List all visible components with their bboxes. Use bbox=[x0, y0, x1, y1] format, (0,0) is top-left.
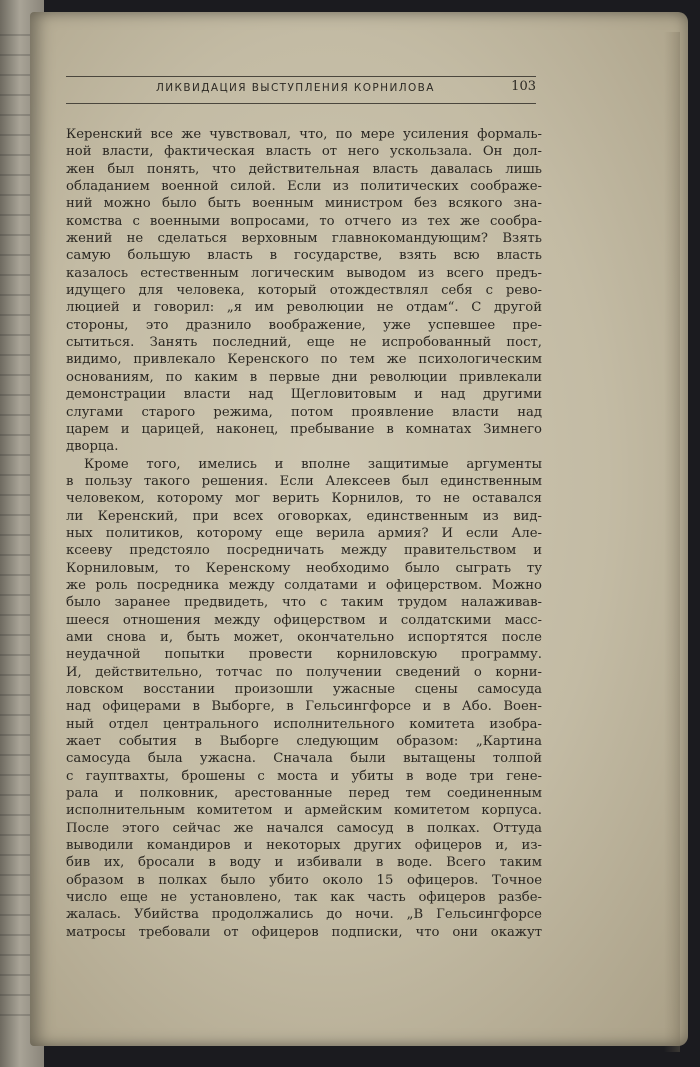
text-line: сытиться. Занять последний, еще не испробованный пост, bbox=[66, 335, 542, 351]
text-line: шееся отношения между офицерством и солдатскими масс- bbox=[66, 612, 542, 628]
text-line: исполнительным комитетом и армейским комитетом корпуса. bbox=[66, 803, 542, 819]
text-line: неудачной попытки провести корниловскую программу. bbox=[66, 647, 542, 663]
text-line: рала и полковник, арестованные перед тем соединенным bbox=[66, 786, 542, 802]
text-line: И, действительно, тотчас по получении сведений о корни- bbox=[66, 664, 542, 680]
text-line: бив их, бросали в воду и избивали в воде. Всего таким bbox=[66, 855, 542, 871]
text-line: ных политиков, которому еще верила армия? И если Але- bbox=[66, 525, 542, 541]
text-line: обладанием военной силой. Если из политических соображе- bbox=[66, 179, 542, 195]
text-line: ный отдел центрального исполнительного комитета изобра- bbox=[66, 716, 542, 732]
text-line: идущего для человека, который отождествлял себя с рево- bbox=[66, 283, 542, 299]
text-line: ной власти, фактическая власть от него ускользала. Он дол- bbox=[66, 144, 542, 160]
text-line: царем и царицей, наконец, пребывание в комнатах Зимнего bbox=[66, 421, 542, 437]
text-line: Керенский все же чувствовал, что, по мере усиления формаль- bbox=[66, 127, 542, 142]
text-line: жалась. Убийства продолжались до ночи. „В Гельсингфорсе bbox=[66, 907, 542, 923]
text-line: демонстрации власти над Щегловитовым и над другими bbox=[66, 387, 542, 403]
text-line: жен был понять, что действительная власть давалась лишь bbox=[66, 161, 542, 177]
previous-page-text-fragment bbox=[0, 20, 34, 1020]
text-line: число еще не установлено, так как часть офицеров разбе- bbox=[66, 890, 542, 906]
text-line: матросы требовали от офицеров подписки, что они окажут bbox=[66, 924, 542, 940]
text-line: казалось естественным логическим выводом из всего предъ- bbox=[66, 265, 542, 281]
text-line: жает события в Выборге следующим образом: „Картина bbox=[66, 734, 542, 750]
text-line: же роль посредника между солдатами и офицерством. Можно bbox=[66, 577, 542, 593]
text-line: Корниловым, то Керенскому необходимо было сыграть ту bbox=[66, 560, 542, 576]
text-line: слугами старого режима, потом проявление власти над bbox=[66, 404, 542, 420]
text-line: самосуда была ужасна. Сначала были вытащены толпой bbox=[66, 751, 542, 767]
body-text bbox=[66, 126, 542, 941]
text-line: После этого сейчас же начался самосуд в полках. Оттуда bbox=[66, 820, 542, 836]
text-line: над офицерами в Выборге, в Гельсингфорсе и в Або. Воен- bbox=[66, 699, 542, 715]
text-line: ли Керенский, при всех оговорках, единственным из вид- bbox=[66, 508, 542, 524]
text-line: видимо, привлекало Керенского по тем же психологическим bbox=[66, 352, 542, 368]
text-line: Кроме того, имелись и вполне защитимые аргументы bbox=[84, 456, 542, 472]
text-line: образом в полках было убито около 15 офицеров. Точное bbox=[66, 872, 542, 888]
text-line: выводили командиров и некоторых других офицеров и, из- bbox=[66, 838, 542, 854]
text-line: в пользу такого решения. Если Алексеев был единственным bbox=[66, 473, 542, 489]
page-header bbox=[66, 76, 536, 104]
page-number: 103 bbox=[511, 79, 536, 94]
text-line: самую большую власть в государстве, взять всю власть bbox=[66, 248, 542, 264]
text-line: люцией и говорил: „я им революции не отдам“. С другой bbox=[66, 300, 542, 316]
text-line: было заранее предвидеть, что с таким трудом налаживав- bbox=[66, 595, 542, 611]
running-head: ЛИКВИДАЦИЯ ВЫСТУПЛЕНИЯ КОРНИЛОВА bbox=[156, 82, 435, 94]
text-line: ловском восстании произошли ужасные сцены самосуда bbox=[66, 682, 542, 697]
text-line: ний можно было быть военным министром без всякого зна- bbox=[66, 196, 542, 212]
text-line: ами снова и, быть может, окончательно испортятся после bbox=[66, 629, 542, 645]
text-line: с гауптвахты, брошены с моста и убиты в воде три гене- bbox=[66, 768, 542, 784]
text-line: стороны, это дразнило воображение, уже успевшее пре- bbox=[66, 317, 542, 333]
page-edge-shadow bbox=[664, 32, 680, 1052]
text-line: основаниям, по каким в первые дни революции привлекали bbox=[66, 369, 542, 385]
text-line: жений не сделаться верховным главнокомандующим? Взять bbox=[66, 231, 542, 247]
text-line: человеком, которому мог верить Корнилов, то не оставался bbox=[66, 491, 542, 507]
text-line: ксееву предстояло посредничать между правительством и bbox=[66, 543, 542, 559]
text-line: комства с военными вопросами, то отчего из тех же сообра- bbox=[66, 213, 542, 229]
text-line: дворца. bbox=[66, 439, 119, 455]
